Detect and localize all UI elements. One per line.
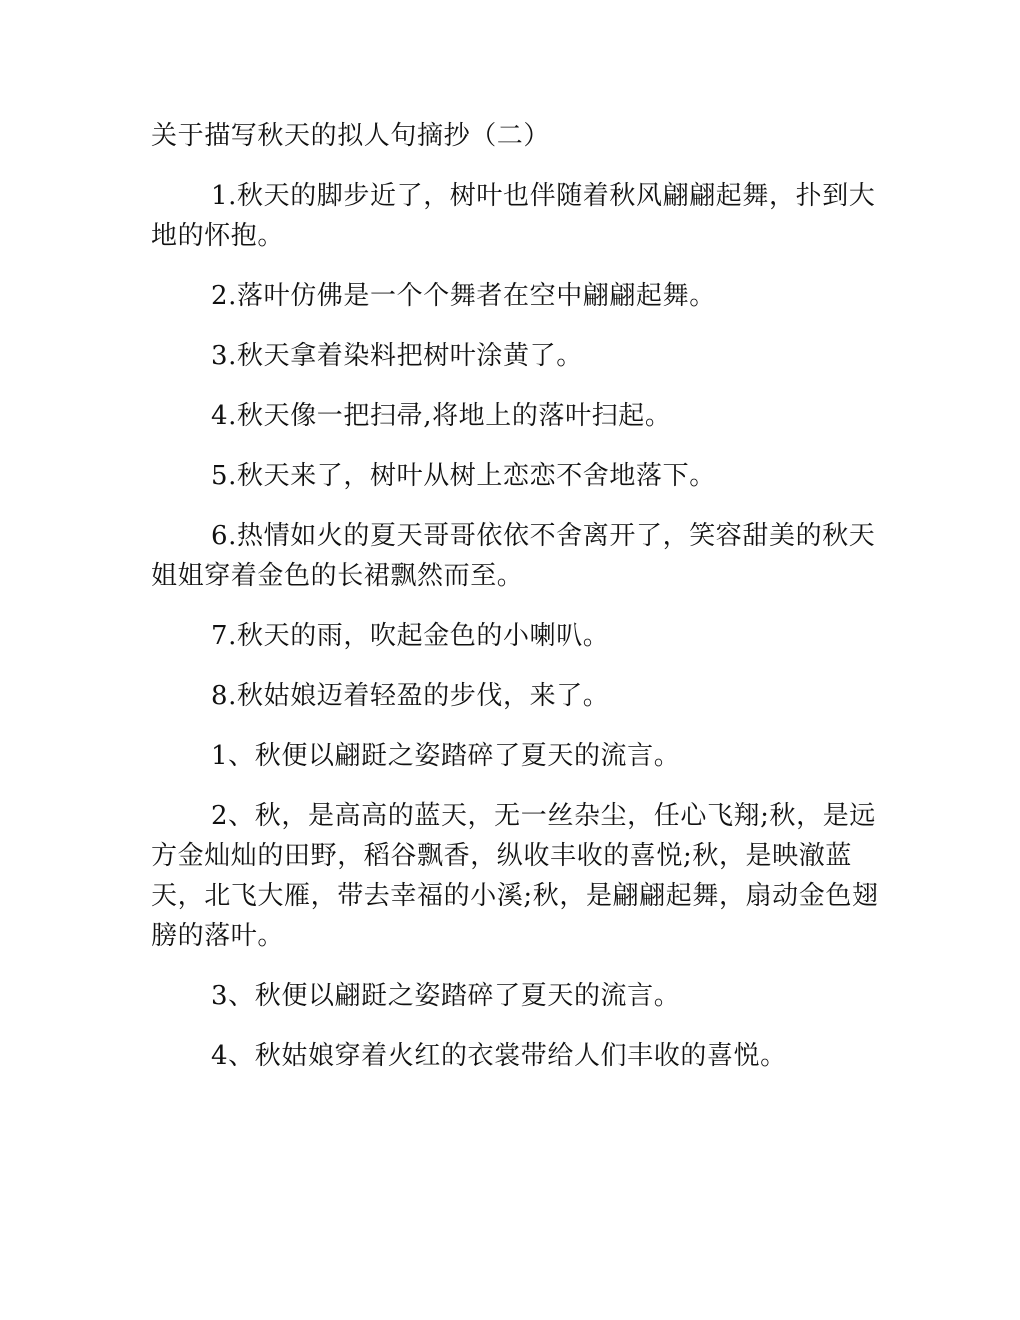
paragraph-5: 5.秋天来了，树叶从树上恋恋不舍地落下。 (211, 461, 716, 491)
document-title: 关于描写秋天的拟人句摘抄（二） (151, 121, 551, 151)
paragraph-6: 6.热情如火的夏天哥哥依依不舍离开了，笑容甜美的秋天姐姐穿着金色的长裙飘然而至。 (151, 521, 876, 591)
paragraph-3: 3.秋天拿着染料把树叶涂黄了。 (211, 341, 583, 371)
document-body (151, 116, 891, 1076)
paragraph-7: 7.秋天的雨，吹起金色的小喇叭。 (211, 621, 610, 651)
paragraph-2: 2.落叶仿佛是一个个舞者在空中翩翩起舞。 (211, 281, 716, 311)
paragraph-12: 4、秋姑娘穿着火红的衣裳带给人们丰收的喜悦。 (211, 1041, 787, 1071)
paragraph-9: 1、秋便以翩跹之姿踏碎了夏天的流言。 (211, 741, 681, 771)
paragraph-4: 4.秋天像一把扫帚,将地上的落叶扫起。 (211, 401, 672, 431)
paragraph-10: 2、秋，是高高的蓝天，无一丝杂尘，任心飞翔;秋，是远方金灿灿的田野，稻谷飘香，纵收丰收的喜悦;秋，是映澈蓝天，北飞大雁，带去幸福的小溪;秋，是翩翩起舞，扇动金色翅膀的落叶。 (151, 801, 879, 951)
paragraph-8: 8.秋姑娘迈着轻盈的步伐，来了。 (211, 681, 610, 711)
paragraph-11: 3、秋便以翩跹之姿踏碎了夏天的流言。 (211, 981, 681, 1011)
paragraph-1: 1.秋天的脚步近了，树叶也伴随着秋风翩翩起舞，扑到大地的怀抱。 (151, 181, 876, 251)
